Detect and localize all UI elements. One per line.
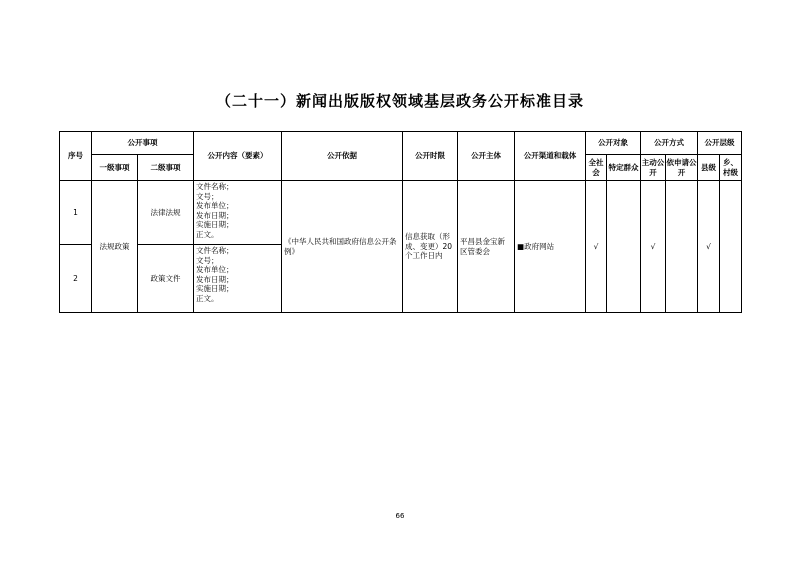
row-content bbox=[194, 181, 282, 245]
content-line: 正文。 bbox=[196, 293, 219, 303]
header-seq: 序号 bbox=[60, 132, 92, 181]
level1-cell: 法规政策 bbox=[92, 181, 138, 313]
time-cell: 信息获取（形成、变更）20个工作日内 bbox=[403, 181, 458, 313]
header-level2: 二级事项 bbox=[138, 155, 194, 181]
content-line: 文号； bbox=[196, 255, 219, 265]
level-county-check: √ bbox=[698, 181, 720, 313]
header-time: 公开时限 bbox=[403, 132, 458, 181]
content-line: 发布日期； bbox=[196, 274, 234, 284]
header-level-county: 县级 bbox=[698, 155, 720, 181]
header-target-all: 全社会 bbox=[586, 155, 607, 181]
method-active-check: √ bbox=[641, 181, 666, 313]
header-level: 公开层级 bbox=[698, 132, 742, 155]
row-seq: 2 bbox=[60, 245, 92, 313]
row-seq: 1 bbox=[60, 181, 92, 245]
method-request-cell bbox=[666, 181, 698, 313]
content-line: 文件名称； bbox=[196, 246, 234, 255]
header-method: 公开方式 bbox=[641, 132, 698, 155]
header-method-request: 依申请公开 bbox=[666, 155, 698, 181]
row-level2: 政策文件 bbox=[138, 245, 194, 313]
content-line: 发布单位； bbox=[196, 201, 234, 211]
content-line: 正文。 bbox=[196, 229, 219, 239]
header-level1: 一级事项 bbox=[92, 155, 138, 181]
level-town-cell bbox=[720, 181, 742, 313]
header-matter: 公开事项 bbox=[92, 132, 194, 155]
header-method-active: 主动公开 bbox=[641, 155, 666, 181]
header-basis: 公开依据 bbox=[282, 132, 403, 181]
row-content bbox=[194, 245, 282, 313]
basis-cell: 《中华人民共和国政府信息公开条例》 bbox=[282, 181, 403, 313]
header-target: 公开对象 bbox=[586, 132, 641, 155]
row-level2: 法律法规 bbox=[138, 181, 194, 245]
target-all-check: √ bbox=[586, 181, 607, 313]
catalog-table bbox=[59, 131, 742, 313]
subject-cell: 平昌县金宝新区管委会 bbox=[458, 181, 515, 313]
target-specific-cell bbox=[607, 181, 641, 313]
content-line: 发布日期； bbox=[196, 210, 234, 220]
channel-cell: ■政府网站 bbox=[515, 181, 586, 313]
table-row bbox=[60, 181, 742, 245]
header-channel: 公开渠道和载体 bbox=[515, 132, 586, 181]
content-line: 发布单位； bbox=[196, 265, 234, 275]
content-line: 实施日期； bbox=[196, 284, 234, 294]
header-content: 公开内容（要素） bbox=[194, 132, 282, 181]
header-level-town: 乡、村级 bbox=[720, 155, 742, 181]
page-number: 66 bbox=[395, 512, 405, 520]
header-subject: 公开主体 bbox=[458, 132, 515, 181]
page-title: （二十一）新闻出版版权领域基层政务公开标准目录 bbox=[215, 92, 584, 110]
content-line: 实施日期； bbox=[196, 220, 234, 230]
header-target-specific: 特定群众 bbox=[607, 155, 641, 181]
content-line: 文号； bbox=[196, 191, 219, 201]
content-line: 文件名称； bbox=[196, 182, 234, 191]
